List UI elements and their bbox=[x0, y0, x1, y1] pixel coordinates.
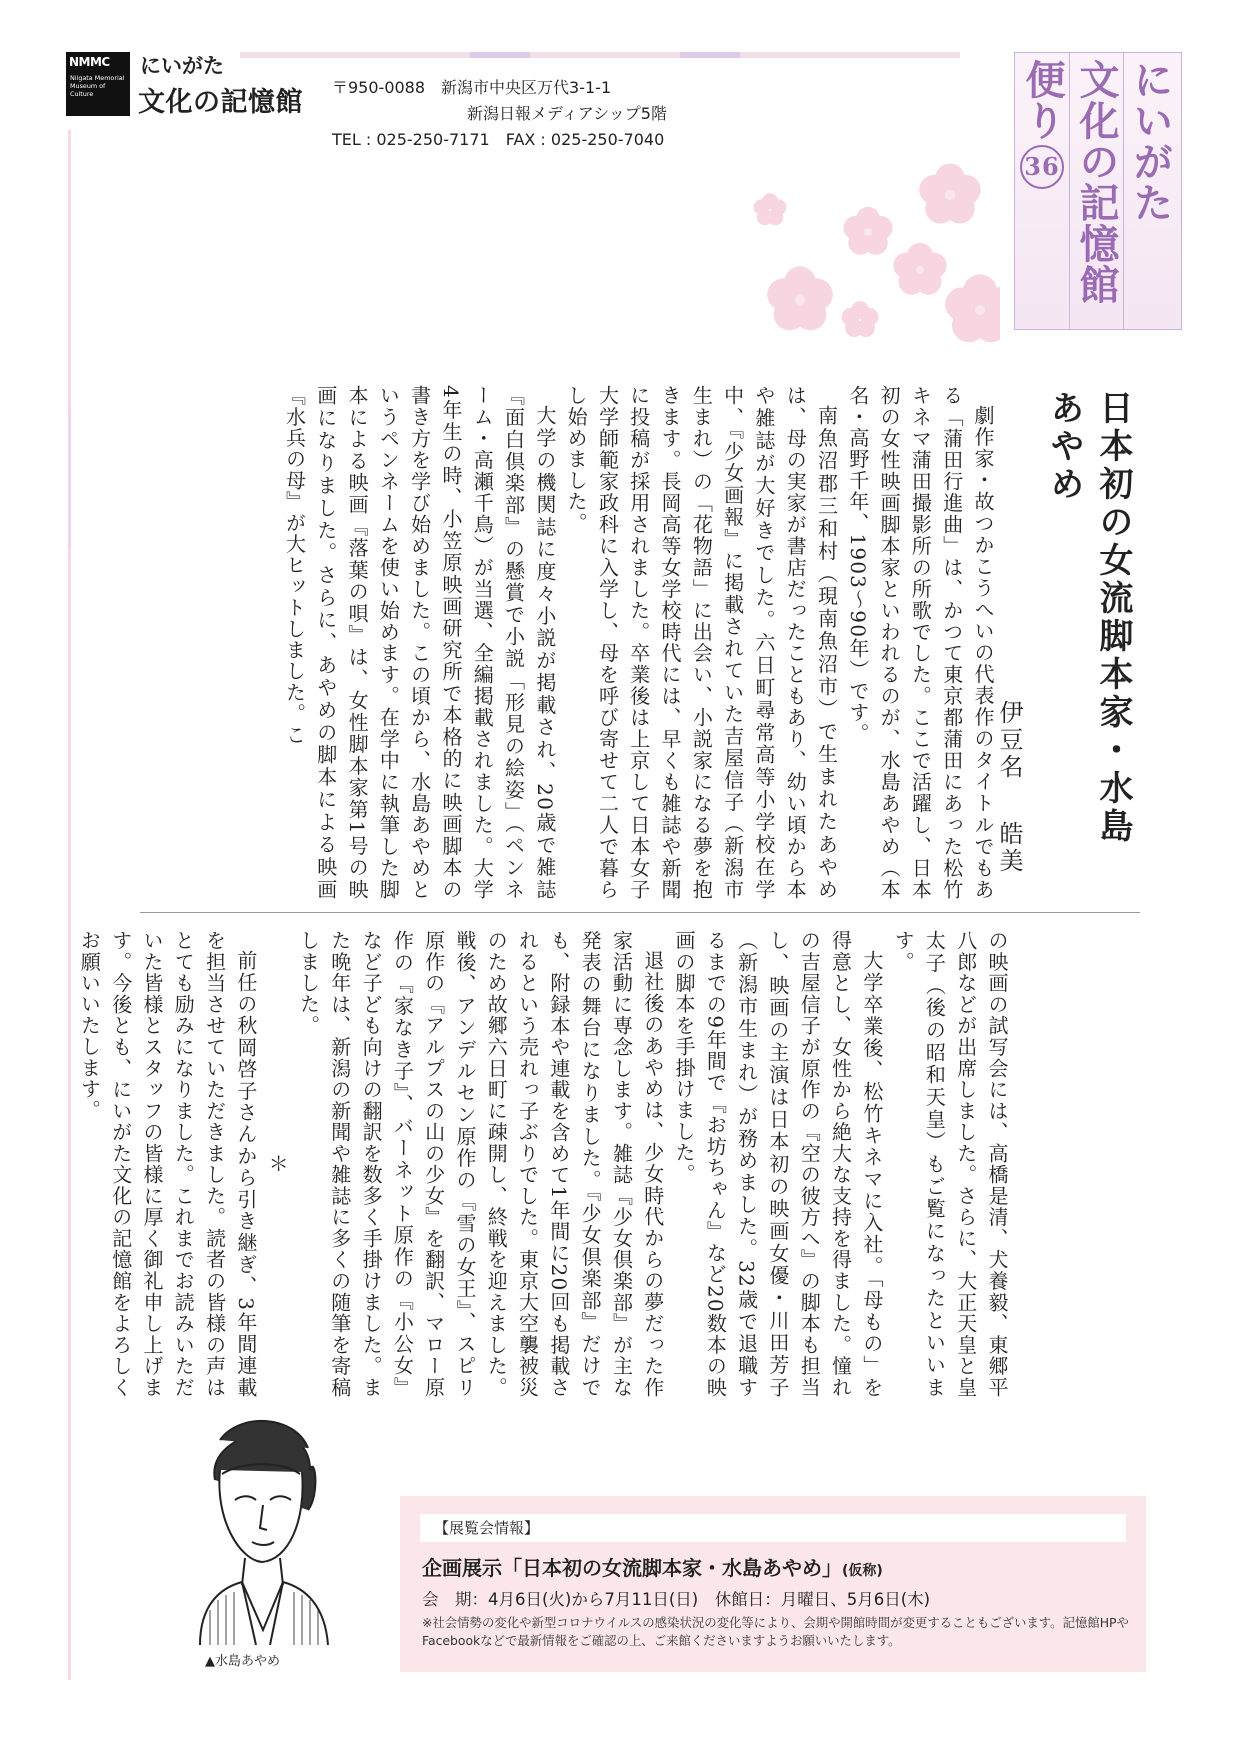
museum-address bbox=[332, 75, 667, 153]
portrait-illustration bbox=[160, 1400, 360, 1645]
series-title-line1: にいがた bbox=[1127, 59, 1174, 223]
article-paragraph: 南魚沼郡三和村（現南魚沼市）で生まれたあやめは、母の実家が書店だったこともあり、幼い頃から本や雑誌が大好きでした。六日町尋常高等小学校在学中、『少女画報』に掲載されていた吉屋信子（新潟市生まれ）の「花物語」に出会い、小説家になる夢を抱きます。長岡高等女学校時代には、早くも雑誌や新聞に投稿が採用されました。卒業後は上京して日本女子大学師範家政科に入学し、母を呼び寄せて二人で暮らし始めました。 bbox=[564, 385, 839, 900]
series-title-line3 bbox=[1015, 59, 1069, 189]
article-paragraph: 大学卒業後、松竹キネマに入社。「母もの」を得意とし、女性から絶大な支持を得ました。憧れの吉屋信子が原作の『空の彼方へ』の脚本も担当し、映画の主演は日本初の映画女優・川田芳子（新潟市生まれ）が務めました。32歳で退職するまでの9年間で『お坊ちゃん』など20数本の映画の脚本を手掛けました。 bbox=[672, 930, 884, 1398]
article-headline: 日本初の女流脚本家・水島あやめ bbox=[1044, 390, 1133, 846]
exhibition-title-suffix: (仮称) bbox=[842, 1563, 883, 1579]
exhibition-period: 会 期：4月6日(火)から7月11日(日) 休館日：月曜日、5月6日(木) bbox=[422, 1590, 931, 1609]
left-decorative-rule bbox=[68, 130, 71, 1680]
exhibition-title bbox=[422, 1552, 883, 1581]
cherry-blossom-decoration bbox=[740, 150, 1000, 350]
portrait-caption: ▲水島あやめ bbox=[205, 1654, 280, 1669]
logo-abbr: NMMC bbox=[69, 55, 110, 69]
series-title-line3-text: 便り bbox=[1019, 59, 1066, 141]
exhibition-info-box bbox=[400, 1496, 1146, 1672]
exhibition-title-main: 企画展示「日本初の女流脚本家・水島あやめ」 bbox=[422, 1556, 842, 1580]
logo-subtitle: Niigata Memorial Museum of Culture bbox=[70, 74, 125, 98]
article-paragraph: 前任の秋岡啓子さんから引き継ぎ、3年間連載を担当させていただきました。読者の皆様の声はとても励みになりました。これまでお読みいただいた皆様とスタッフの皆様に厚く御礼申し上げます。今後とも、にいがた文化の記憶館をよろしくお願いいたします。 bbox=[77, 930, 258, 1398]
article-paragraph: 劇作家・故つかこうへいの代表作のタイトルでもある「蒲田行進曲」は、かつて東京都蒲田にあった松竹キネマ蒲田撮影所の所歌でした。ここで活躍し、日本初の女性映画脚本家といわれるのが、水島あやめ（本名・高野千年、1903〜90年）です。 bbox=[845, 385, 995, 900]
author-given-name: 皓美 bbox=[995, 821, 1023, 875]
address-line3: TEL : 025-250-7171 FAX : 025-250-7040 bbox=[332, 130, 665, 149]
exhibition-note: ※社会情勢の変化や新型コロナウイルスの感染状況の変化等により、会期や開館時間が変更することもございます。記憶館HPやFacebookなどで最新情報をご確認の上、ご来館くださいますようお願いいたします。 bbox=[422, 1615, 1129, 1648]
author-family-name: 伊豆名 bbox=[995, 700, 1023, 781]
article-body-lower bbox=[77, 930, 1012, 1398]
section-asterisk: ＊ bbox=[265, 1153, 290, 1175]
series-number: 36 bbox=[1020, 145, 1064, 189]
article-paragraph: 退社後のあやめは、少女時代からの夢だった作家活動に専念します。雑誌『少女倶楽部』が主な発表の舞台になりました。『少女倶楽部』だけでも、附録本や連載を含めて1年間に20回も掲載されるという売れっ子ぶりでした。東京大空襲被災のため故郷六日町に疎開し、終戦を迎えました。戦後、アンデルセン原作の『雪の女王』、スピリ原作の『アルプスの山の少女』を翻訳、マロー原作の『家なき子』、バーネット原作の『小公女』など子ども向けの翻訳を数多く手掛けました。また晩年は、新潟の新聞や雑誌に多くの随筆を寄稿しました。 bbox=[296, 930, 665, 1398]
series-title-box bbox=[1014, 52, 1182, 330]
article-paragraph: 大学の機関誌に度々小説が掲載され、20歳で雑誌『面白倶楽部』の懸賞で小説「形見の絵姿」（ペンネーム・高瀬千鳥）が当選、全編掲載されました。大学4年生の時、小笠原映画研究所で本格的に映画脚本の書き方を学び始めました。この頃から、水島あやめというペンネームを使い始めます。在学中に執筆した脚本による映画『落葉の唄』は、女性脚本家第1号の映画になりました。さらに、あやめの脚本による映画『水兵の母』が大ヒットしました。こ bbox=[282, 385, 557, 900]
logo-name-line2: 文化の記憶館 bbox=[138, 87, 303, 118]
exhibition-tag: 【展覧会情報】 bbox=[420, 1514, 1126, 1542]
article-body-upper bbox=[198, 385, 998, 900]
series-title-line2: 文化の記憶館 bbox=[1073, 59, 1120, 305]
article-paragraph: の映画の試写会には、高橋是清、犬養毅、東郷平八郎などが出席しました。さらに、大正天皇と皇太子（後の昭和天皇）もご覧になったといいます。 bbox=[891, 930, 1009, 1398]
section-divider bbox=[140, 912, 1140, 913]
address-line2: 新潟日報メディアシップ5階 bbox=[467, 104, 667, 123]
address-line1: 〒950-0088 新潟市中央区万代3-1-1 bbox=[332, 78, 612, 97]
museum-logo-name bbox=[138, 50, 318, 119]
top-decorative-rule bbox=[240, 52, 960, 58]
museum-logo-mark bbox=[66, 52, 130, 116]
logo-name-line1: にいがた bbox=[140, 54, 224, 78]
